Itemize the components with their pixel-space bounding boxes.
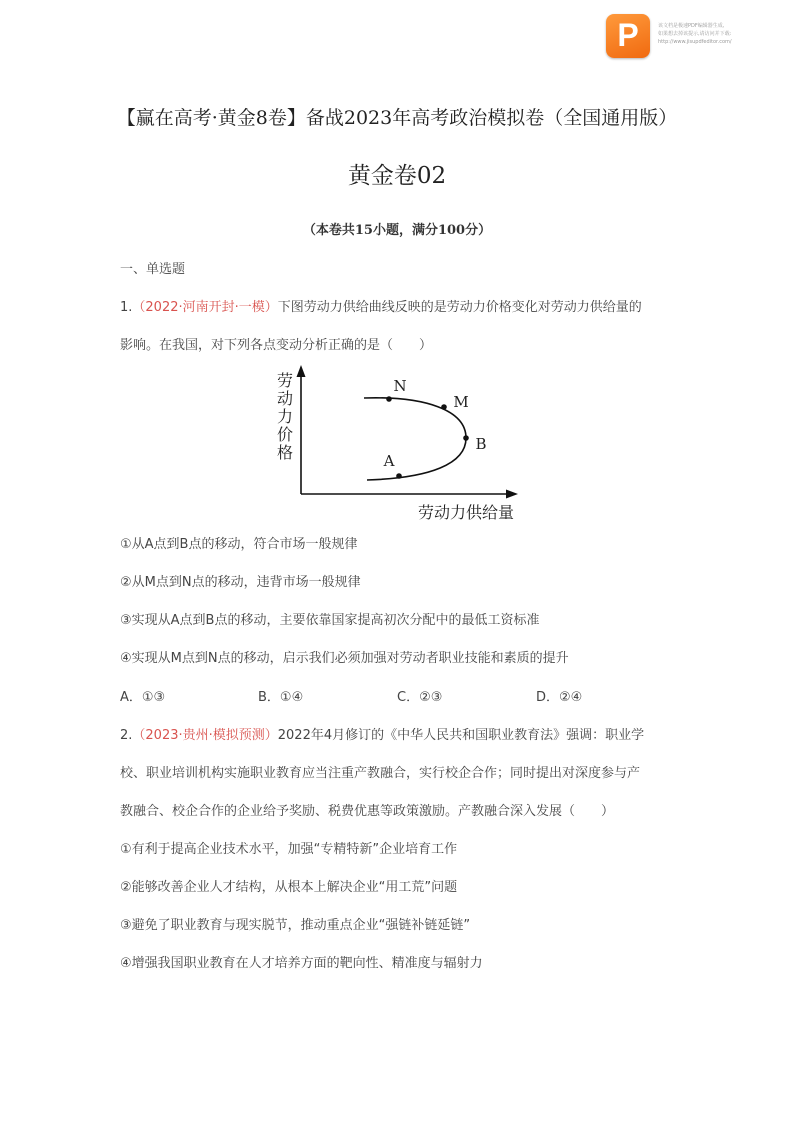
labor-supply-chart: [270, 362, 522, 524]
point-a: [396, 473, 402, 479]
statement-1: ①从A点到B点的移动，符合市场一般规律: [120, 537, 358, 552]
logo-note-line: http://www.jisupdfeditor.com/: [658, 39, 732, 45]
question-number: 2.: [120, 728, 133, 743]
question-1-line-2: 影响。在我国，对下列各点变动分析正确的是（ ）: [120, 338, 433, 353]
x-axis-arrow: [506, 490, 518, 499]
point-b: [463, 435, 469, 441]
statement-4: ④实现从M点到N点的移动，启示我们必须加强对劳动者职业技能和素质的提升: [120, 651, 569, 666]
point-m: [441, 404, 447, 410]
logo-letter: P: [617, 17, 639, 53]
logo-note-line: 该文档是极速PDF编辑器生成,: [658, 23, 725, 29]
exam-note: （本卷共15小题，满分100分）: [302, 223, 492, 238]
x-axis-label: 劳动力供给量: [417, 503, 515, 522]
question-2-line-1: [120, 724, 644, 743]
question-source: （2022·河南开封·一模）: [132, 300, 278, 315]
point-label-a: A: [383, 452, 395, 470]
statement-3: ③避免了职业教育与现实脱节，推动重点企业“强链补链延链”: [120, 918, 471, 933]
y-axis-arrow: [297, 365, 306, 377]
option-b[interactable]: B．①④: [258, 690, 304, 705]
logo-note: [658, 22, 788, 46]
point-label-n: N: [393, 377, 407, 395]
option-d[interactable]: D．②④: [536, 690, 583, 705]
y-axis-label-char: 劳: [276, 371, 294, 390]
point-label-m: M: [453, 393, 469, 411]
y-axis-label-char: 力: [276, 407, 294, 426]
pdf-editor-logo: [606, 14, 650, 58]
point-label-b: B: [475, 435, 487, 453]
question-2-line-3: 教融合、校企合作的企业给予奖励、税费优惠等政策激励。产教融合深入发展（ ）: [120, 804, 615, 819]
question-1-line-1: [120, 296, 642, 315]
y-axis-label-char: 价: [276, 425, 294, 444]
y-axis-label-char: 格: [276, 443, 294, 462]
question-2-line-2: 校、职业培训机构实施职业教育应当注重产教融合，实行校企合作；同时提出对深度参与产: [120, 766, 641, 781]
supply-curve: [364, 398, 466, 480]
statement-3: ③实现从A点到B点的移动，主要依靠国家提高初次分配中的最低工资标准: [120, 613, 540, 628]
statement-1: ①有利于提高企业技术水平，加强“专精特新”企业培育工作: [120, 842, 458, 857]
question-source: （2023·贵州·模拟预测）: [132, 728, 278, 743]
page-subtitle: 黄金卷02: [347, 163, 447, 189]
statement-4: ④增强我国职业教育在人才培养方面的靶向性、精准度与辐射力: [120, 956, 483, 971]
statement-2: ②从M点到N点的移动，违背市场一般规律: [120, 575, 361, 590]
section-heading: 一、单选题: [120, 262, 186, 277]
question-number: 1.: [120, 300, 133, 315]
logo-note-line: 如果想去掉该提示,请访问并下载:: [658, 31, 732, 37]
question-text: 2022年4月修订的《中华人民共和国职业教育法》强调：职业学: [277, 728, 645, 743]
point-n: [386, 396, 392, 402]
option-a[interactable]: A．①③: [120, 690, 166, 705]
option-c[interactable]: C．②③: [397, 690, 443, 705]
question-text: 下图劳动力供给曲线反映的是劳动力价格变化对劳动力供给量的: [277, 300, 642, 315]
statement-2: ②能够改善企业人才结构，从根本上解决企业“用工荒”问题: [120, 880, 458, 895]
y-axis-label-char: 动: [276, 389, 294, 408]
page-title: 【赢在高考·黄金8卷】备战2023年高考政治模拟卷（全国通用版）: [116, 107, 678, 129]
